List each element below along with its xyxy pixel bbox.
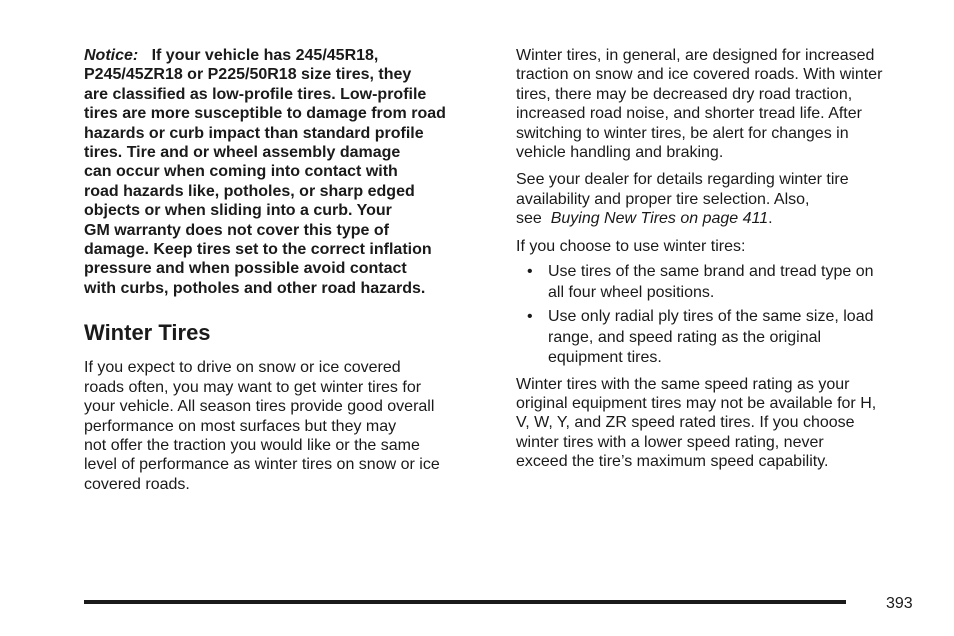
notice-line-1 [84,46,494,65]
winter-intro-paragraph [84,358,494,494]
notice-line: tires are more susceptible to damage from road [84,105,446,123]
winter-tire-bullets [516,262,926,369]
notice-line: are classified as low-profile tires. Low-profile [84,85,427,103]
paragraph-line: If you expect to drive on snow or ice covered [84,359,401,377]
bullet-icon: • [527,263,533,281]
speed-rating-paragraph [516,375,926,472]
paragraph-line: roads often, you may want to get winter tires for [84,378,422,396]
bullet-icon: • [527,308,533,326]
paragraph-line: winter tires with a lower speed rating, never [516,433,824,451]
paragraph-line: switching to winter tires, be alert for changes in [516,124,849,142]
page-reference-link[interactable]: Buying New Tires on page 411 [550,210,769,228]
dealer-paragraph [516,170,926,228]
winter-design-paragraph [516,46,926,162]
paragraph-line: your vehicle. All season tires provide good overall [84,398,435,416]
notice-paragraph [84,46,494,298]
notice-line: damage. Keep tires set to the correct inflation [84,241,432,259]
paragraph-line: level of performance as winter tires on snow or ice [84,456,440,474]
bullet-line: range, and speed rating as the original [548,328,822,346]
notice-line: P245/45ZR18 or P225/50R18 size tires, they [84,66,412,84]
page-number: 393 [886,595,913,612]
left-column [84,46,494,494]
choose-winter-paragraph: If you choose to use winter tires: [516,237,746,255]
notice-line: with curbs, potholes and other road hazards. [84,279,426,297]
notice-line: hazards or curb impact than standard profile [84,124,424,142]
right-column [516,46,926,472]
bullet-line: equipment tires. [548,349,662,367]
see-text: see [516,210,542,228]
bullet-line: Use only radial ply tires of the same size, load [548,308,874,326]
paragraph-line: traction on snow and ice covered roads. With winter [516,66,883,84]
paragraph-line: V, W, Y, and ZR speed rated tires. If you choose [516,414,855,432]
notice-label: Notice: [84,47,139,64]
paragraph-line: vehicle handling and braking. [516,144,724,162]
paragraph-line: See your dealer for details regarding winter tire [516,171,849,189]
paragraph-line: availability and proper tire selection. Also, [516,190,810,208]
paragraph-line: original equipment tires may not be available for H, [516,394,877,412]
bullet-item [516,262,926,303]
bullet-line: Use tires of the same brand and tread type on [548,263,874,281]
notice-line: can occur when coming into contact with [84,163,398,181]
bullet-item [516,307,926,369]
notice-line: objects or when sliding into a curb. Your [84,202,392,220]
paragraph-line: covered roads. [84,475,190,493]
section-heading: Winter Tires [84,320,211,346]
paragraph-line: not offer the traction you would like or the same [84,436,420,454]
paragraph-line [516,209,926,228]
bullet-line: all four wheel positions. [548,283,715,301]
notice-line: road hazards like, potholes, or sharp edged [84,182,415,200]
paragraph-line: Winter tires with the same speed rating as your [516,375,850,393]
period: . [768,210,773,228]
notice-line: pressure and when possible avoid contact [84,260,407,278]
paragraph-line: Winter tires, in general, are designed for increased [516,47,875,64]
footer-rule [84,600,846,604]
notice-line: GM warranty does not cover this type of [84,221,389,239]
notice-text: If your vehicle has 245/45R18, [151,47,379,64]
paragraph-line: tires, there may be decreased dry road traction, [516,85,853,103]
notice-line: tires. Tire and or wheel assembly damage [84,144,401,162]
paragraph-line: increased road noise, and shorter tread life. After [516,105,862,123]
paragraph-line: exceed the tire’s maximum speed capability. [516,453,829,471]
paragraph-line: performance on most surfaces but they may [84,417,397,435]
